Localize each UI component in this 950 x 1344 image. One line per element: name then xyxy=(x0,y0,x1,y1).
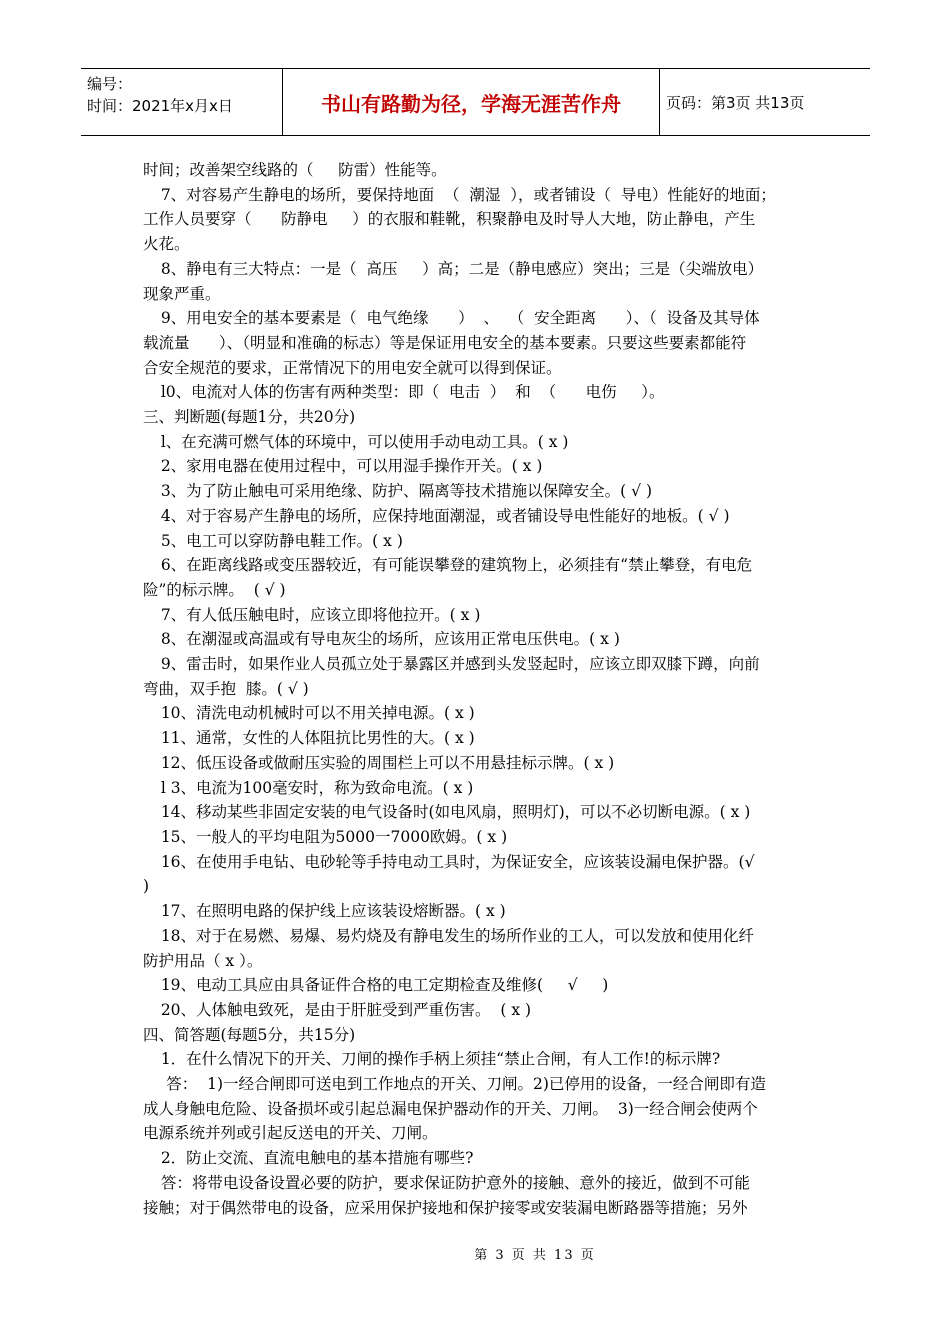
page-header xyxy=(81,68,870,136)
text-line: 三、判断题(每题1分，共20分) xyxy=(143,408,356,427)
text-line: 现象严重。 xyxy=(143,284,221,303)
text-line: 答：将带电设备设置必要的防护，要求保证防护意外的接触、意外的接近，做到不可能 xyxy=(160,1173,750,1192)
text-line: 9、雷击时，如果作业人员孤立处于暴露区并感到头发竖起时，应该立即双膝下蹲，向前 xyxy=(160,655,760,674)
text-line: 8、在潮湿或高温或有导电灰尘的场所，应该用正常电压供电。( x ) xyxy=(160,630,620,649)
text-line: 20、人体触电致死，是由于肝脏受到严重伤害。 ( x ) xyxy=(160,1000,532,1019)
text-line: 时间；改善架空线路的（ 防雷）性能等。 xyxy=(143,161,447,179)
text-line: 10、清洗电动机械时可以不用关掉电源。( x ) xyxy=(160,704,475,723)
text-line: 合安全规范的要求，正常情况下的用电安全就可以得到保证。 xyxy=(143,358,562,377)
header-info-cell xyxy=(81,69,283,135)
header-page-info: 页码：第3页 共13页 xyxy=(666,93,805,112)
text-line: 2、家用电器在使用过程中，可以用湿手操作开关。( x ) xyxy=(160,457,543,476)
text-line: l、在充满可燃气体的环境中，可以使用手动电动工具。( x ) xyxy=(160,432,569,451)
time-label: 时间：2021年x月x日 xyxy=(87,97,233,115)
document-body xyxy=(143,158,809,1220)
text-line: 12、低压设备或做耐压实验的周围栏上可以不用悬挂标示牌。( x ) xyxy=(160,753,615,772)
text-line: 成人身触电危险、设备损坏或引起总漏电保护器动作的开关、刀闸。 3)一经合闸会使两个 xyxy=(143,1099,758,1118)
text-line: 9、用电安全的基本要素是（ 电气绝缘 ） 、 （ 安全距离 ）、（ 设备及其导体 xyxy=(160,309,760,328)
text-line: 险”的标示牌。 ( √ ) xyxy=(143,580,286,599)
text-line: 7、对容易产生静电的场所，要保持地面 （ 潮湿 ），或者铺设（ 导电）性能好的地面； xyxy=(160,185,776,204)
text-line: ) xyxy=(143,877,150,896)
text-line: 弯曲，双手抱 膝。( √ ) xyxy=(143,679,309,698)
header-motto: 书山有路勤为径，学海无涯苦作舟 xyxy=(283,69,660,135)
text-line: 防护用品（ x ）。 xyxy=(143,951,263,970)
text-line: 5、电工可以穿防静电鞋工作。( x ) xyxy=(160,531,403,550)
text-line: 四、简答题(每题5分，共15分) xyxy=(143,1025,356,1044)
text-line: 11、通常，女性的人体阻抗比男性的大。( x ) xyxy=(160,729,475,748)
code-label: 编号： xyxy=(87,75,133,93)
text-line: 8、静电有三大特点：一是（ 高压 ）高；二是（静电感应）突出；三是（尖端放电） xyxy=(160,259,764,278)
text-line: 接触；对于偶然带电的设备，应采用保护接地和保护接零或安装漏电断路器等措施；另外 xyxy=(143,1198,748,1217)
text-line: l0、电流对人体的伤害有两种类型：即（ 电击 ） 和 （ 电伤 ）。 xyxy=(160,383,665,402)
text-line: 4、对于容易产生静电的场所，应保持地面潮湿，或者铺设导电性能好的地板。( √ ) xyxy=(160,506,730,525)
text-line: 14、移动某些非固定安装的电气设备时(如电风扇，照明灯)，可以不必切断电源。( x ) xyxy=(160,803,751,822)
text-line: 电源系统并列或引起反送电的开关、刀闸。 xyxy=(143,1124,438,1143)
text-line: 3、为了防止触电可采用绝缘、防护、隔离等技术措施以保障安全。( √ ) xyxy=(160,482,653,501)
text-line: 载流量 ）、（明显和准确的标志）等是保证用电安全的基本要素。只要这些要素都能符 xyxy=(143,333,747,352)
text-line: 1．在什么情况下的开关、刀闸的操作手柄上须挂“禁止合闸，有人工作!的标示牌? xyxy=(160,1050,721,1069)
text-line: 16、在使用手电钻、电砂轮等手持电动工具时，为保证安全，应该装设漏电保护器。(√ xyxy=(160,852,755,871)
page-footer: 第 3 页 共 13 页 xyxy=(474,1248,596,1263)
text-line: 2．防止交流、直流电触电的基本措施有哪些? xyxy=(160,1149,474,1168)
text-line: 18、对于在易燃、易爆、易灼烧及有静电发生的场所作业的工人，可以发放和使用化纤 xyxy=(160,926,755,945)
text-line: 7、有人低压触电时，应该立即将他拉开。( x ) xyxy=(160,605,481,624)
text-line: l 3、电流为100毫安时，称为致命电流。( x ) xyxy=(160,778,474,797)
text-line: 19、电动工具应由具备证件合格的电工定期检查及维修( √ ) xyxy=(160,976,609,995)
text-line: 15、一般人的平均电阻为5000一7000欧姆。( x ) xyxy=(160,827,508,846)
text-line: 工作人员要穿（ 防静电 ）的衣服和鞋靴，积聚静电及时导人大地，防止静电，产生 xyxy=(143,210,756,229)
text-line: 17、在照明电路的保护线上应该装设熔断器。( x ) xyxy=(160,902,506,921)
text-line: 答： 1)一经合闸即可送电到工作地点的开关、刀闸。2)已停用的设备，一经合闸即有造 xyxy=(166,1075,766,1094)
text-line: 6、在距离线路或变压器较近，有可能误攀登的建筑物上，必须挂有“禁止攀登，有电危 xyxy=(160,556,753,575)
text-line: 火花。 xyxy=(143,235,190,254)
